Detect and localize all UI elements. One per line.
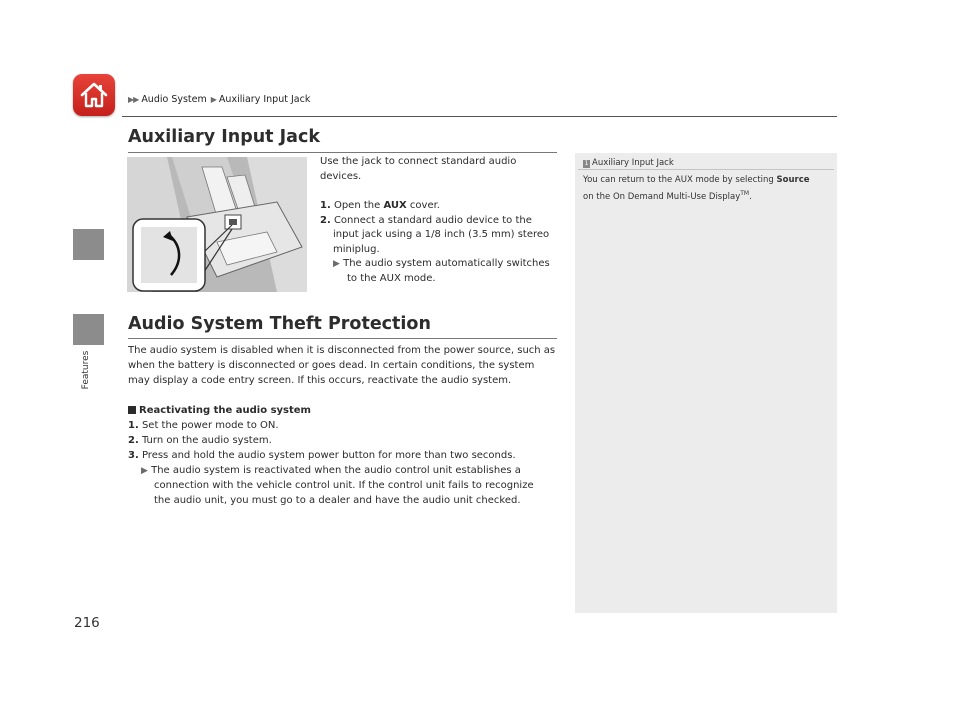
note-text: on the On Demand Multi-Use Display [583,191,741,202]
step-number: 3. [128,450,139,461]
home-button[interactable] [73,74,115,116]
aux-step-2-sub-2: to the AUX mode. [347,273,436,284]
trademark-mark: TM [740,190,750,197]
step-number: 1. [128,420,139,431]
step-text: Turn on the audio system. [141,435,272,446]
step-text: Set the power mode to ON. [141,420,279,431]
aux-step-2 [320,214,532,229]
reactivate-step-2 [128,434,272,449]
step-text: cover. [409,200,440,211]
home-icon [77,78,111,112]
source-label: Source [776,175,810,185]
step-number: 2. [128,435,139,446]
console-aux-jack-illustration [127,157,307,292]
note-body [583,174,831,204]
reactivate-sub-3: the audio unit, you must go to a dealer and have the audio unit checked. [154,495,521,506]
theft-para-line-3: may display a code entry screen. If this occurs, reactivate the audio system. [128,375,512,386]
sub-step-text: The audio system is reactivated when the audio control unit establishes a [151,465,521,476]
aux-step-1 [320,199,440,214]
aux-intro-line-1: Use the jack to connect standard audio [320,156,517,167]
double-triangle-arrow-icon: ▶▶ [128,95,139,104]
page-number: 216 [74,615,100,631]
reactivate-subheading [128,404,311,419]
reactivate-sub-1 [141,464,521,479]
note-text: You can return to the AUX mode by selecting [583,175,774,185]
step-text: Press and hold the audio system power button for more than two seconds. [141,450,516,461]
section-divider [128,338,557,339]
aux-intro-line-2: devices. [320,171,362,182]
side-tab-features[interactable] [73,314,104,345]
theft-para-line-2: when the battery is disconnected or goes dead. In certain conditions, the system [128,360,535,371]
square-bullet-icon [128,406,136,414]
breadcrumb [128,94,310,105]
breadcrumb-auxiliary-input-jack[interactable]: Auxiliary Input Jack [218,94,311,105]
reactivate-step-1 [128,419,279,434]
section-divider [128,152,557,153]
subheading-text: Reactivating the audio system [139,405,311,416]
notes-column [575,153,837,613]
reference-icon: 1 [584,160,589,167]
aux-step-2-line-2: input jack using a 1/8 inch (3.5 mm) stereo [333,229,550,240]
header-divider [122,116,837,117]
step-text: Connect a standard audio device to the [333,215,532,226]
note-text-end: . [749,191,752,202]
side-tab-label: Features [81,350,91,390]
triangle-arrow-icon: ▶ [141,466,148,476]
triangle-arrow-icon: ▶ [210,95,216,104]
reactivate-step-3 [128,449,516,464]
step-text: Open the [333,200,381,211]
aux-step-2-sub-1 [333,257,550,272]
triangle-arrow-icon: ▶ [333,259,340,269]
step-number: 2. [320,215,331,226]
reactivate-sub-2: connection with the vehicle control unit. If the control unit fails to recognize [154,480,534,491]
step-number: 1. [320,200,331,211]
side-tab-upper[interactable] [73,229,104,260]
section-title-auxiliary-input-jack: Auxiliary Input Jack [128,127,320,147]
sub-step-text: The audio system automatically switches [343,258,550,269]
aux-step-2-line-3: miniplug. [333,244,380,255]
note-title-text: Auxiliary Input Jack [592,158,674,168]
theft-para-line-1: The audio system is disabled when it is disconnected from the power source, such as [128,345,556,356]
aux-label: AUX [383,200,407,211]
note-divider [578,169,834,170]
note-title [583,158,674,168]
breadcrumb-audio-system[interactable]: Audio System [141,94,207,105]
section-title-theft-protection: Audio System Theft Protection [128,314,431,334]
